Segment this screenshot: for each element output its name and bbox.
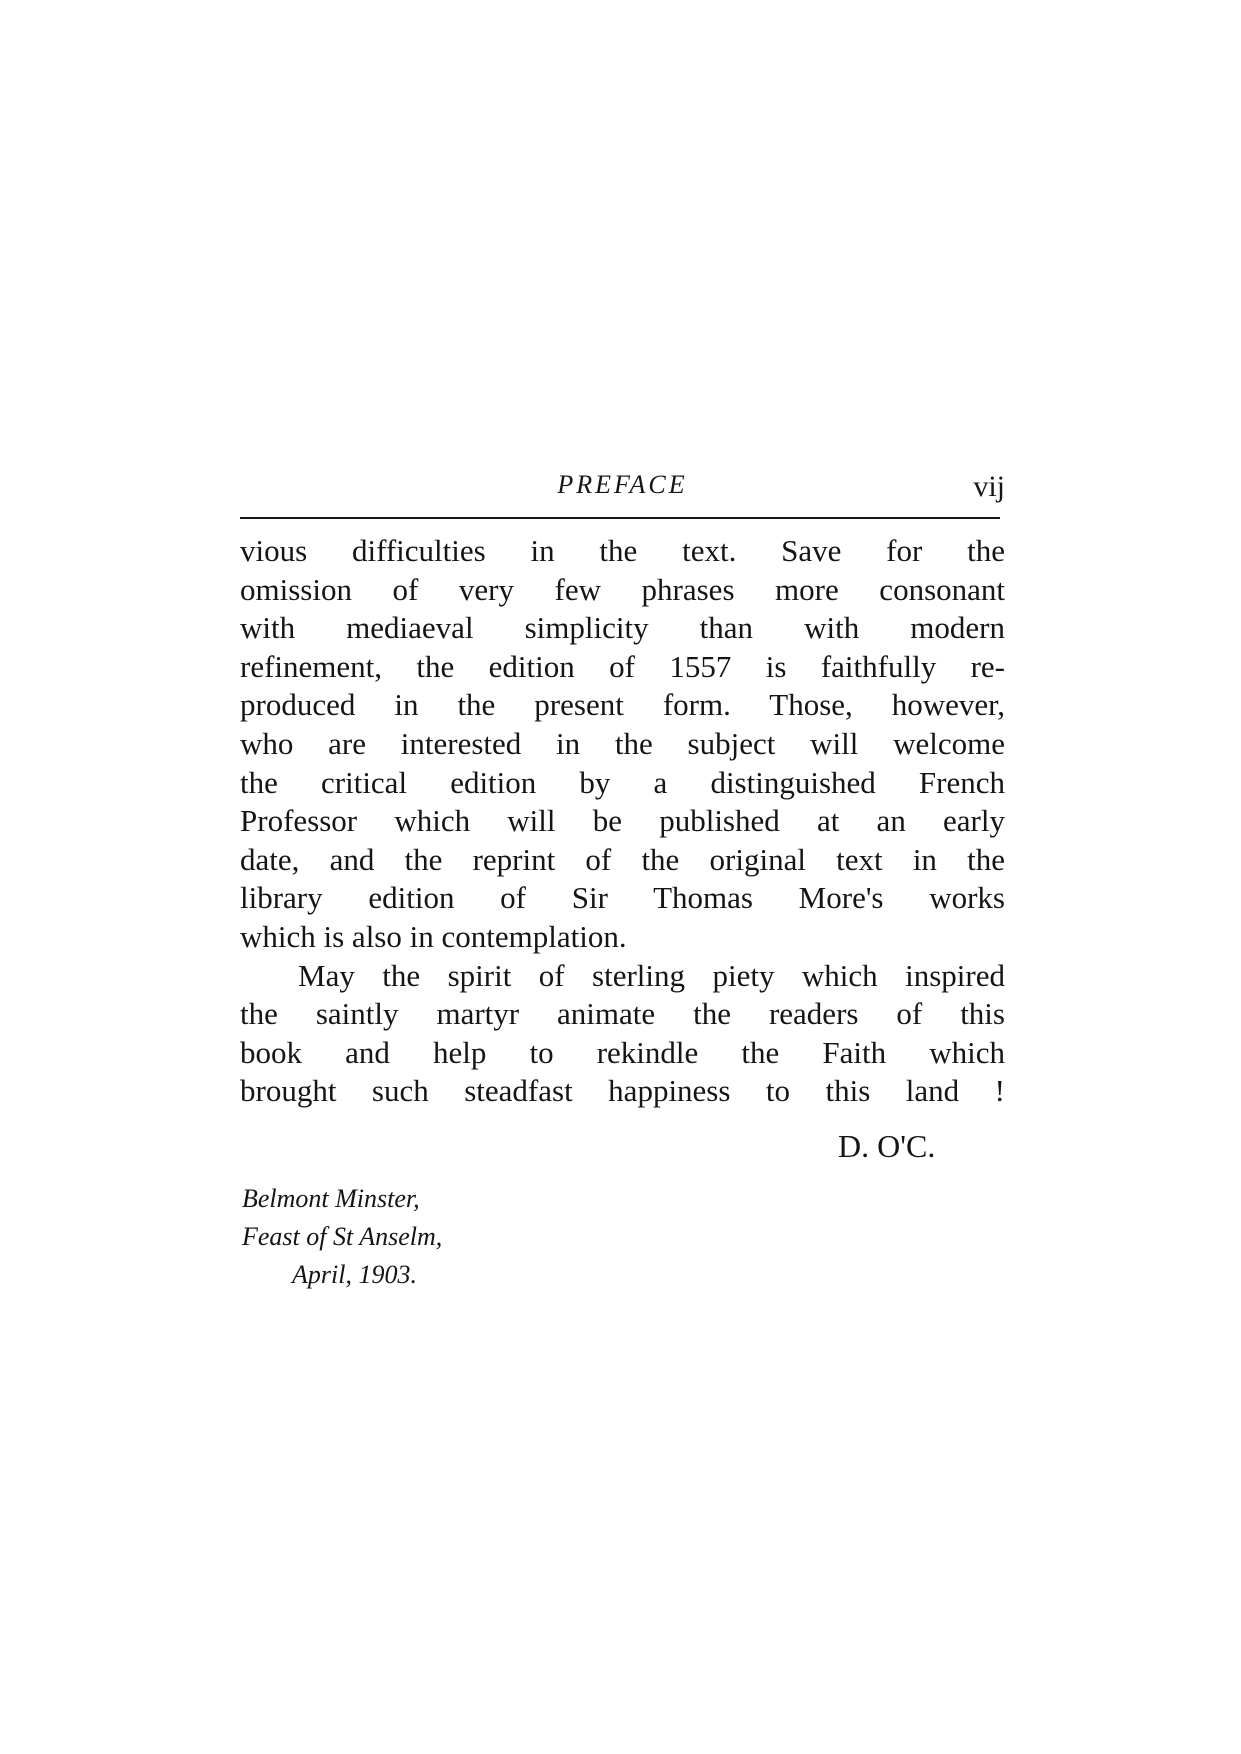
text-line: vious difficulties in the text. Save for the	[240, 533, 1005, 568]
dateline-date: April, 1903.	[292, 1260, 417, 1289]
text-line: May the spirit of sterling piety which inspired	[298, 957, 1005, 993]
signature: D. O'C.	[838, 1128, 936, 1164]
text-line: with mediaeval simplicity than with modern	[240, 610, 1005, 646]
text-line: refinement, the edition of 1557 is faithfully re-	[240, 648, 1005, 684]
text-line: date, and the reprint of the original text in the	[240, 841, 1005, 877]
running-title: PREFACE	[557, 470, 688, 499]
text-line: book and help to rekindle the Faith which	[240, 1034, 1005, 1070]
dateline	[242, 1180, 442, 1294]
text-line: who are interested in the subject will welcome	[240, 725, 1005, 761]
text-line: produced in the present form. Those, however,	[240, 687, 1005, 723]
header-rule	[240, 517, 1000, 519]
dateline-place: Belmont Minster,	[242, 1184, 420, 1213]
text-line: the saintly martyr animate the readers of this	[240, 996, 1005, 1032]
text-line: Professor which will be published at an early	[240, 803, 1005, 839]
text-line: brought such steadfast happiness to this land !	[240, 1073, 1005, 1109]
text-line: the critical edition by a distinguished French	[240, 764, 1005, 800]
page-number: vij	[973, 470, 1005, 503]
text-line: which is also in contemplation.	[240, 918, 627, 954]
text-line: omission of very few phrases more consonant	[240, 571, 1005, 607]
text-line: library edition of Sir Thomas More's works	[240, 880, 1005, 916]
dateline-feast: Feast of St Anselm,	[242, 1222, 443, 1251]
running-head	[240, 470, 1005, 510]
body-text	[240, 532, 1005, 1111]
